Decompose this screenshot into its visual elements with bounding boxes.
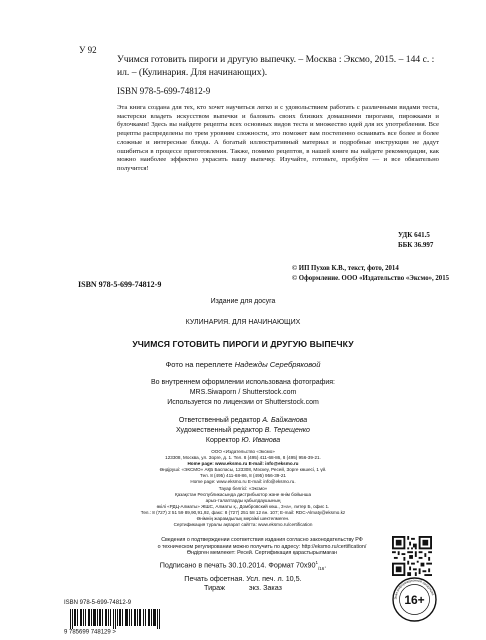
publisher-line: ООО «Издательство «Эксмо» (211, 449, 275, 454)
qr-code-icon (392, 536, 432, 576)
barcode-icon (64, 609, 174, 634)
publisher-line: Өнімнің жарамдылық мерзімі шектелмеген. (196, 516, 290, 522)
publisher-line: Тел.: 8 (727) 2 51 59 89,90,91,92, факс: 8 (727) 251 58 12 вн. 107; E-mail: RDC-Almaty@eksmo.kz (140, 509, 346, 515)
copyright-block (292, 264, 452, 284)
publisher-line: Өндіруші: «ЭКСМО» АҚБ Баспасы, 123308, Мәскеу, Ресей, Зорге көшесі, 1 үй. (159, 467, 327, 473)
cover-photo-prefix: Фото на переплете (165, 360, 235, 369)
age-rating-icon (392, 577, 437, 622)
publisher-line: өкілі «РДЦ-Алматы» ЖШС, Алматы қ., Домбровский көш., 3«а», литер Б, офис 1. (156, 503, 330, 509)
age-rating-badge (392, 577, 437, 622)
certification-note (117, 537, 407, 557)
series-name: КУЛИНАРИЯ. ДЛЯ НАЧИНАЮЩИХ (185, 319, 301, 326)
isbn-barcode (64, 609, 174, 634)
classification-codes (398, 230, 440, 250)
udk-code: УДК 641.5 (398, 231, 430, 239)
publisher-line: Тауар белгісі: «Эксмо» (218, 485, 268, 491)
print-signed-end: . (324, 560, 327, 570)
legal-line: о техническом регулировании можно получить по адресу: http://eksmo.ru/certification/ (157, 543, 367, 550)
photo-credit-line-3: Используется по лицензии от Shutterstock.com (167, 399, 319, 406)
art-editor-name: В. Терещенко (264, 427, 310, 434)
age-rating-value: 16+ (404, 593, 425, 607)
publisher-line: Home page: www.eksmo.ru E-mail: info@eksmo.ru (187, 461, 299, 467)
proofreader (0, 436, 486, 446)
publisher-line: Сертификация туралы ақпарат сайтта: www.eksmo.ru/certification (173, 522, 313, 528)
publisher-line: Home page: www.eksmo.ru E-mail: info@eksmo.ru. (190, 479, 296, 485)
responsible-editor-role: Ответственный редактор (178, 417, 263, 424)
legal-line: Өндірген мемлекет: Ресей. Сертификация қарастырылмаған (186, 550, 338, 557)
publisher-line: арыз-талаптарды қабылдаушының (205, 497, 281, 503)
publisher-line: Қазақстан Республикасында дистрибьютор және өнім бойынша (174, 491, 312, 497)
book-title: УЧИМСЯ ГОТОВИТЬ ПИРОГИ И ДРУГУЮ ВЫПЕЧКУ (132, 339, 354, 349)
qr-code (392, 536, 432, 576)
print-signed-text: Подписано в печать 30.10.2014. Формат 70х90 (159, 560, 316, 570)
publisher-line: Тел. 8 (495) 411-68-86, 8 (495) 956-39-21 (200, 473, 286, 479)
cover-photo-credit (0, 360, 486, 369)
proofreader-name: Ю. Иванова (241, 437, 281, 444)
proofreader-role: Корректор (205, 437, 242, 444)
format-sub: /16 (318, 565, 325, 571)
copyright-line-2: © Оформление. ООО «Издательство «Эксмо», 2015 (292, 274, 450, 282)
catalog-record (117, 53, 447, 79)
inner-photo-credit (0, 378, 486, 408)
cover-photo-author: Надежды Серебряковой (234, 360, 321, 369)
book-annotation: Эта книга создана для тех, кто хочет научиться легко и с удовольствием работать с различными видами теста, мастерски владеть искусством выпечки и баловать своих близких домашними пирогами, пирожками и булочками! Здесь вы найдете рецепты всех основных видов теста и множество идей для их употребления. Все рецепты распределены по трем уровням сложности, это поможет вам постепенно осваивать все более и более сложные и интересные блюда. А богатый иллюстративный материал и подробные инструкции не дадут ошибиться в процессе приготовления. Также, помимо рецептов, в нашей книге вы найдете рекомендации, как можно наиболее эффектно украсить вашу выпечку. Изучайте, готовьте, пробуйте — и все обязательно получится! (117, 104, 439, 172)
copyright-line-1: © ИП Пухов К.В., текст, фото, 2014 (292, 265, 399, 272)
publisher-line: 123308, Москва, ул. Зорге, д. 1. Тел. 8 (495) 411-68-86, 8 (495) 956-39-21. (165, 455, 321, 461)
publisher-info (0, 449, 486, 528)
responsible-editor-name: А. Байжанова (262, 417, 308, 424)
catalog-title-line: Учимся готовить пироги и другую выпечку. – Москва : Эксмо, 2015. – 144 с. : ил. – (Кулинария. Для начинающих). (117, 54, 435, 78)
barcode-isbn: ISBN 978-5-699-74812-9 (64, 600, 132, 606)
age-rating-ring-text: Знак информационной продукции (393, 578, 435, 600)
udk-short-code: У 92 (79, 45, 97, 55)
art-editor-role: Художественный редактор (176, 427, 265, 434)
catalog-isbn: ISBN 978-5-699-74812-9 (117, 86, 211, 96)
barcode-digits: 9 785699 748129 > (64, 629, 116, 634)
isbn-bold: ISBN 978-5-699-74812-9 (78, 280, 162, 289)
editors-block (0, 416, 486, 446)
format-sup: 1 (315, 560, 319, 565)
print-run-line: Тираж экз. Заказ (204, 583, 282, 593)
photo-credit-line-1: Во внутреннем оформлении использована фотография: (150, 379, 336, 386)
bbk-code: ББК 36.997 (398, 241, 434, 249)
responsible-editor (0, 416, 486, 426)
edition-type: Издание для досуга (210, 298, 276, 305)
photo-credit-line-2: MRS.Siwaporn / Shutterstock.com (189, 389, 297, 396)
legal-line: Сведения о подтверждении соответствия издания согласно законодательству РФ (161, 537, 363, 543)
art-editor (0, 426, 486, 436)
print-type-line: Печать офсетная. Усл. печ. л. 10,5. (184, 573, 302, 583)
